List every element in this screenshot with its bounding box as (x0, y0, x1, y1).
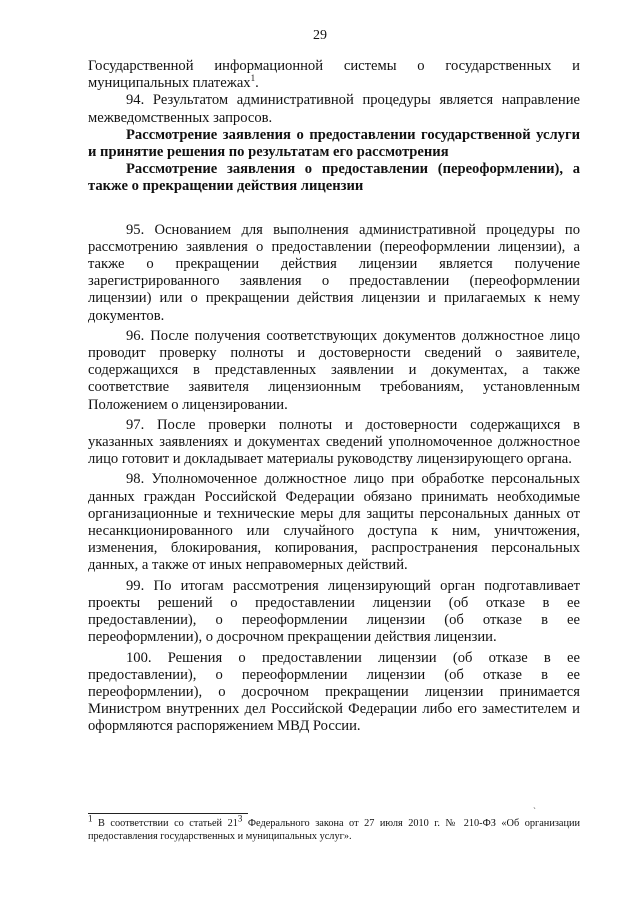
paragraph-94: 94. Результатом административной процедуры является направление межведомственных запросов. (88, 92, 580, 126)
footnote-reference[interactable]: 1 (250, 73, 256, 84)
document-body (88, 58, 580, 736)
paragraph-99: 99. По итогам рассмотрения лицензирующий орган подготавливает проекты решений о предоставлении лицензии (об отказе в ее предоставлении), о переоформлении лицензии (об отказе в ее переоформлении), о досрочном прекращении действия лицензии. (88, 577, 580, 646)
footnote-marker: 1 (88, 813, 93, 824)
paragraph-100: 100. Решения о предоставлении лицензии (об отказе в ее предоставлении), о переоформлении лицензии (об отказе в ее переоформлении), о досрочном прекращении лицензии принимается Министром внутренних дел Российской Федерации либо его заместителем и оформляются распоряжением МВД России. (88, 649, 580, 735)
paragraph-continuation-text: Государственной информационной системы о государственных и муниципальных платежах (88, 58, 580, 92)
paragraph-95: 95. Основанием для выполнения административной процедуры по рассмотрению заявления о предоставлении (переоформлении лицензии), а также о прекращении действия лицензии является получение зарегистрированного заявления о предоставлении (переоформлении лицензии) или о прекращении действия лицензии и прилагаемых к нему документов. (88, 221, 580, 324)
paragraph-96: 96. После получения соответствующих документов должностное лицо проводит проверку полноты и достоверности сведений о заявителе, содержащихся в представленных заявлении и документах, а также соответствие заявителя лицензионным требованиям, установленным Положением о лицензировании. (88, 327, 580, 413)
footnote-text-a: В соответствии со статьей 21 (92, 818, 238, 829)
subsection-heading-license: Рассмотрение заявления о предоставлении (переоформлении), а также о прекращении действия лицензии (88, 161, 580, 195)
footnote (88, 813, 581, 843)
section-heading-consideration: Рассмотрение заявления о предоставлении государственной услуги и принятие решения по результатам его рассмотрения (88, 126, 580, 161)
paragraph-98: 98. Уполномоченное должностное лицо при обработке персональных данных граждан Российской Федерации обязано принимать необходимые организационные и технические меры для защиты персональных данных от несанкционированного или случайного доступа к ним, уничтожения, изменения, блокирования, копирования, распространения персональных данных, а также от иных неправомерных действий. (88, 471, 580, 574)
paragraph-continuation-end: . (255, 75, 259, 92)
page-number: 29 (313, 28, 327, 43)
scan-mark: ˋ (533, 806, 536, 816)
footnote-text-b: Федерального закона от 27 июля 2010 г. № 210-ФЗ «Об организации предоставления государственных и муниципальных услуг». (88, 818, 581, 842)
paragraph-continuation (88, 58, 580, 92)
footnote-divider (88, 813, 248, 814)
paragraph-97: 97. После проверки полноты и достоверности содержащихся в указанных заявлениях и документах сведений уполномоченное должностное лицо готовит и докладывает материалы руководству лицензирующего органа. (88, 416, 580, 468)
footnote-article-sup: 3 (237, 813, 243, 824)
